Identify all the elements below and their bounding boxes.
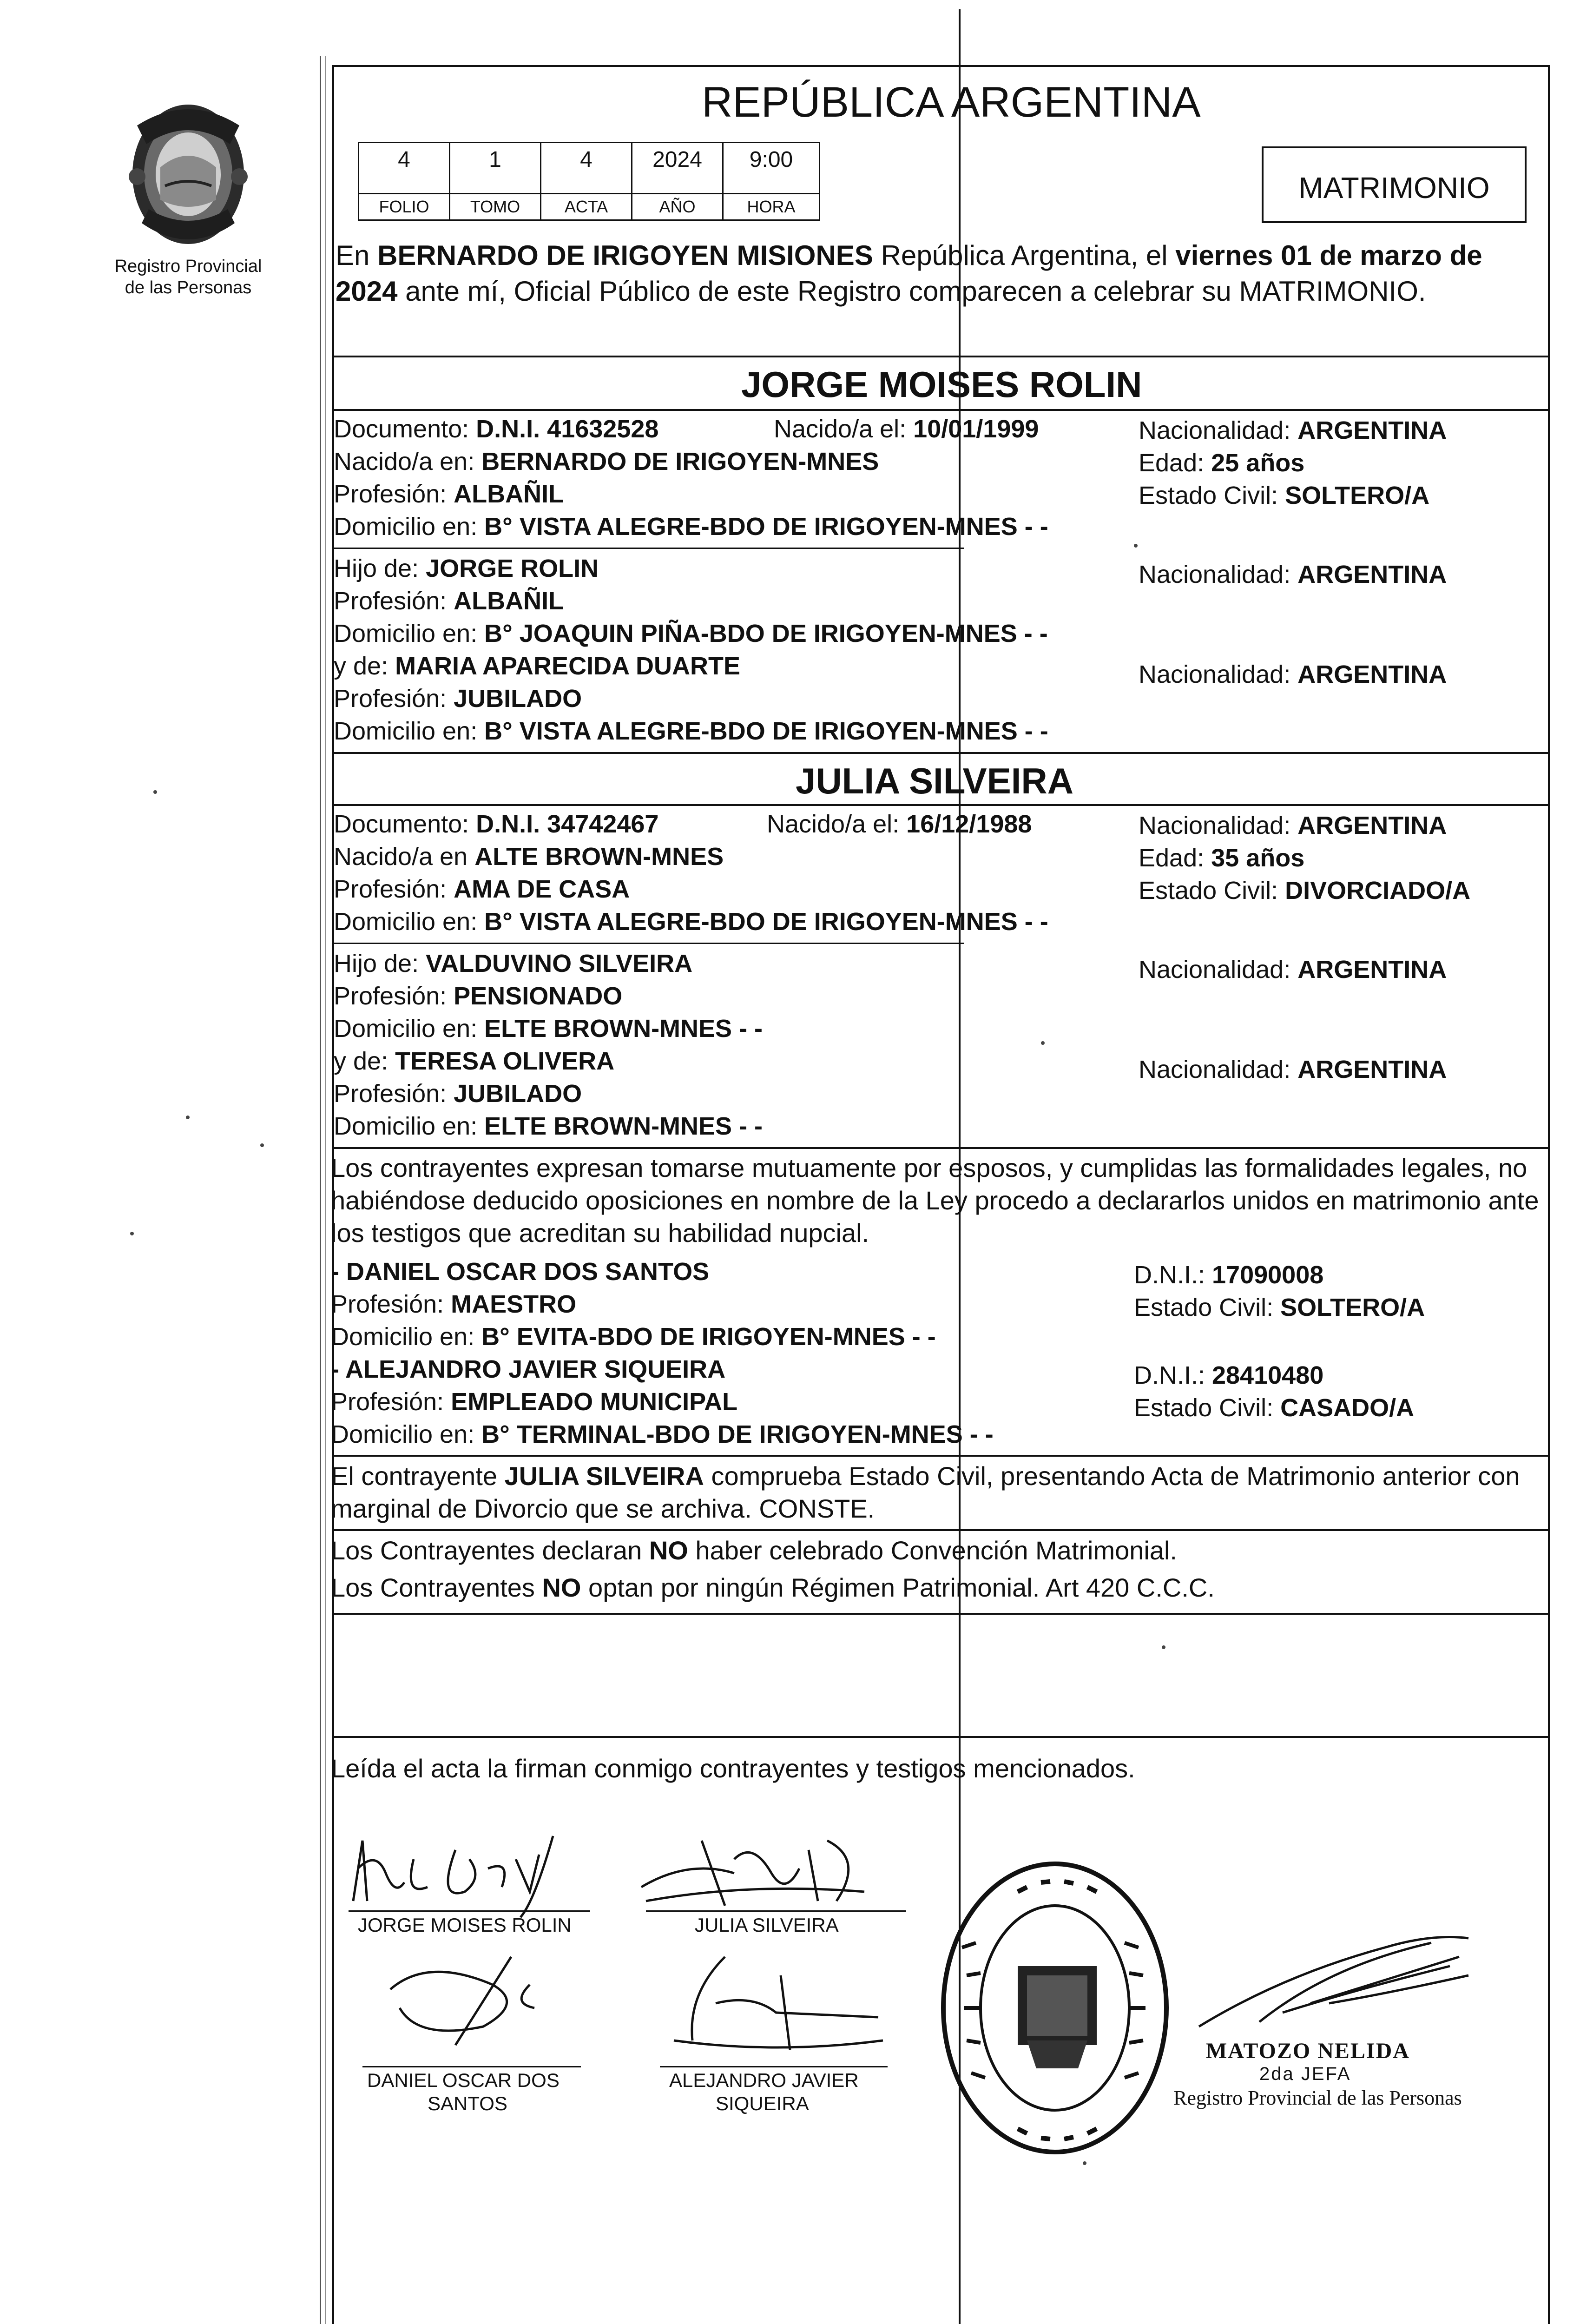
- acta-cell: [540, 142, 632, 221]
- groom-mother-nationality: [1139, 660, 1447, 689]
- bride-mother-prof-value: JUBILADO: [454, 1080, 582, 1108]
- divider-bride-parents: [332, 943, 964, 944]
- acta-value: 4: [580, 147, 592, 172]
- tomo-value: 1: [489, 147, 501, 172]
- groom-father-prof-value: ALBAÑIL: [454, 587, 564, 615]
- groom-birthplace-label: Nacido/a en:: [334, 448, 482, 475]
- groom-mother: [334, 652, 740, 680]
- groom-doc-label: Documento:: [334, 415, 476, 443]
- official-office: Registro Provincial de las Personas: [1173, 2086, 1462, 2109]
- divider-bride: [332, 804, 1550, 806]
- groom-signature-line: [349, 1910, 590, 1912]
- bride-doc-value: D.N.I. 34742467: [476, 810, 659, 838]
- bride-mother-address: [334, 1112, 763, 1141]
- bride-civil-status: [1139, 876, 1470, 905]
- bride-name: JULIA SILVEIRA: [796, 760, 1074, 801]
- groom-age-value: 25 años: [1211, 449, 1305, 477]
- tomo-cell: [449, 142, 541, 221]
- witness-2-civil-label: Estado Civil:: [1134, 1394, 1281, 1422]
- bride-nat-value: ARGENTINA: [1297, 812, 1447, 839]
- convention-rest: haber celebrado Convención Matrimonial.: [688, 1536, 1177, 1565]
- groom-born-label: Nacido/a el:: [774, 415, 914, 443]
- groom-civil-label: Estado Civil:: [1139, 482, 1285, 509]
- witness-1-name: - DANIEL OSCAR DOS SANTOS: [331, 1258, 710, 1286]
- divider-blank: [332, 1736, 1550, 1738]
- groom-father-nat-value: ARGENTINA: [1297, 561, 1447, 588]
- groom-father-nationality: [1139, 560, 1447, 589]
- official-signature: [1190, 1920, 1478, 2040]
- bride-mother-nat-value: ARGENTINA: [1297, 1056, 1447, 1083]
- bride-mother-addr-value: ELTE BROWN-MNES - -: [484, 1112, 763, 1140]
- witness-1-signature-line: [362, 2066, 581, 2067]
- bride-addr-label: Domicilio en:: [334, 908, 485, 936]
- groom-born-value: 10/01/1999: [913, 415, 1039, 443]
- regime-note: [331, 1572, 1215, 1603]
- bride-father-profession: [334, 982, 622, 1010]
- groom-father-label: Hijo de:: [334, 555, 426, 582]
- witness-2-civil-status: [1134, 1393, 1414, 1422]
- closing-statement: Leída el acta la firman conmigo contrayentes y testigos mencionados.: [331, 1754, 1135, 1783]
- declaration-line-2: habiéndose deducido oposiciones en nombre de la Ley procedo a declararlos unidos en matrimonio ante: [331, 1186, 1539, 1215]
- year-label: AÑO: [632, 193, 722, 219]
- official-role: 2da JEFA: [1259, 2064, 1351, 2084]
- groom-civil-status: [1139, 481, 1429, 510]
- witness-1-addr-value: B° EVITA-BDO DE IRIGOYEN-MNES - -: [481, 1323, 936, 1351]
- bride-mother-profession: [334, 1079, 582, 1108]
- bride-mother-nationality: [1139, 1055, 1447, 1084]
- folio-value: 4: [398, 147, 410, 172]
- witness-2-address: [331, 1420, 994, 1449]
- bride-father-value: VALDUVINO SILVEIRA: [426, 950, 693, 977]
- intro-country: República Argentina, el: [873, 240, 1176, 271]
- bride-age-value: 35 años: [1211, 844, 1305, 872]
- bride-signature-line: [646, 1910, 906, 1912]
- bride-prof-label: Profesión:: [334, 875, 454, 903]
- intro-date: viernes 01 de marzo de: [1175, 240, 1482, 271]
- bride-civil-label: Estado Civil:: [1139, 877, 1285, 905]
- bride-birthplace-label: Nacido/a en: [334, 843, 475, 871]
- bride-address: [334, 907, 1048, 936]
- groom-birthplace-value: BERNARDO DE IRIGOYEN-MNES: [481, 448, 879, 475]
- groom-mother-nat-value: ARGENTINA: [1297, 660, 1447, 688]
- bride-father: [334, 949, 692, 978]
- groom-mother-label: y de:: [334, 652, 395, 680]
- bride-signature-label: JULIA SILVEIRA: [695, 1914, 839, 1936]
- witness-2-prof-label: Profesión:: [331, 1388, 451, 1416]
- groom-father-address: [334, 619, 1048, 648]
- bride-age: [1139, 844, 1304, 872]
- bride-birthplace-value: ALTE BROWN-MNES: [474, 843, 724, 871]
- intro-year: 2024: [336, 276, 398, 307]
- hour-value: 9:00: [749, 147, 793, 172]
- witness-1-prof-label: Profesión:: [331, 1290, 451, 1318]
- witness-1-dni-label: D.N.I.:: [1134, 1261, 1212, 1289]
- bride-born-value: 16/12/1988: [906, 810, 1032, 838]
- intro-place: BERNARDO DE IRIGOYEN MISIONES: [377, 240, 873, 271]
- bride-father-label: Hijo de:: [334, 950, 426, 977]
- witness-1-address: [331, 1322, 936, 1351]
- groom-father-value: JORGE ROLIN: [426, 555, 599, 582]
- registry-logo-label: Registro Provincial de las Personas: [114, 257, 262, 297]
- witness-1-dni: [1134, 1261, 1323, 1289]
- divider-regime: [332, 1613, 1550, 1615]
- bride-father-addr-value: ELTE BROWN-MNES - -: [484, 1015, 763, 1043]
- bride-father-address: [334, 1014, 763, 1043]
- witness-1-civil-status: [1134, 1293, 1425, 1322]
- bride-born-label: Nacido/a el:: [767, 810, 907, 838]
- year-cell: [631, 142, 724, 221]
- bride-mother-addr-label: Domicilio en:: [334, 1112, 485, 1140]
- divider-groom: [332, 409, 1550, 411]
- regime-no: NO: [542, 1573, 581, 1602]
- groom-father-addr-label: Domicilio en:: [334, 620, 485, 647]
- official-seal-icon: [934, 1855, 1176, 2161]
- witness-2-profession: [331, 1387, 737, 1416]
- regime-prefix: Los Contrayentes: [331, 1573, 542, 1602]
- bride-father-prof-label: Profesión:: [334, 982, 454, 1010]
- regime-rest: optan por ningún Régimen Patrimonial. Art 420 C.C.C.: [581, 1573, 1215, 1602]
- acta-label: ACTA: [541, 193, 631, 219]
- folio-cell: [358, 142, 450, 221]
- bride-father-nat-value: ARGENTINA: [1297, 956, 1447, 984]
- witness-2-addr-value: B° TERMINAL-BDO DE IRIGOYEN-MNES - -: [481, 1420, 994, 1448]
- bride-mother-nat-label: Nacionalidad:: [1139, 1056, 1298, 1083]
- groom-mother-addr-value: B° VISTA ALEGRE-BDO DE IRIGOYEN-MNES - -: [484, 717, 1048, 745]
- witness-2-signature-label-2: SIQUEIRA: [716, 2093, 809, 2114]
- intro-rest: ante mí, Oficial Público de este Registro comparecen a celebrar su MATRIMONIO.: [397, 276, 1426, 307]
- official-name: MATOZO NELIDA: [1206, 2039, 1410, 2063]
- groom-father-profession: [334, 587, 564, 615]
- groom-doc-value: D.N.I. 41632528: [476, 415, 659, 443]
- groom-father-addr-value: B° JOAQUIN PIÑA-BDO DE IRIGOYEN-MNES - -: [484, 620, 1048, 647]
- groom-civil-value: SOLTERO/A: [1285, 482, 1430, 509]
- divider-witness-end: [332, 1455, 1550, 1457]
- witness-1-prof-value: MAESTRO: [451, 1290, 577, 1318]
- groom-age: [1139, 449, 1304, 477]
- bride-mother-value: TERESA OLIVERA: [395, 1047, 615, 1075]
- convention-no: NO: [649, 1536, 688, 1565]
- intro-prefix: En: [336, 240, 378, 271]
- witness-2-civil-value: CASADO/A: [1280, 1394, 1415, 1422]
- document-title: REPÚBLICA ARGENTINA: [702, 79, 1201, 126]
- year-value: 2024: [652, 147, 702, 172]
- bride-mother: [334, 1047, 614, 1076]
- convention-note: [331, 1535, 1177, 1565]
- provincial-emblem-icon: [109, 93, 267, 251]
- groom-signature: [335, 1831, 576, 1920]
- groom-father-prof-label: Profesión:: [334, 587, 454, 615]
- groom-prof-label: Profesión:: [334, 480, 454, 508]
- act-reference-table: [358, 142, 820, 221]
- groom-mother-addr-label: Domicilio en:: [334, 717, 485, 745]
- groom-mother-prof-value: JUBILADO: [454, 685, 582, 713]
- groom-addr-value: B° VISTA ALEGRE-BDO DE IRIGOYEN-MNES - -: [484, 513, 1048, 541]
- groom-nationality: [1139, 416, 1447, 445]
- witness-1-civil-value: SOLTERO/A: [1280, 1294, 1425, 1321]
- bride-signature: [632, 1831, 874, 1915]
- bride-born: [767, 810, 1032, 838]
- declaration-line-1: Los contrayentes expresan tomarse mutuamente por esposos, y cumplidas las formalidades legales, no: [331, 1153, 1527, 1182]
- witness-2-signature-line: [660, 2066, 888, 2067]
- groom-mother-value: MARIA APARECIDA DUARTE: [395, 652, 741, 680]
- witness-2-signature: [660, 1948, 902, 2059]
- groom-mother-profession: [334, 684, 582, 713]
- bride-civil-value: DIVORCIADO/A: [1285, 877, 1471, 905]
- groom-mother-prof-label: Profesión:: [334, 685, 454, 713]
- bride-profession: [334, 875, 630, 904]
- groom-doc: [334, 415, 658, 443]
- groom-mother-address: [334, 717, 1048, 746]
- groom-nat-value: ARGENTINA: [1297, 416, 1447, 444]
- bride-mother-prof-label: Profesión:: [334, 1080, 454, 1108]
- hour-cell: [722, 142, 820, 221]
- bride-nat-label: Nacionalidad:: [1139, 812, 1298, 839]
- divider-notes: [332, 1529, 1550, 1531]
- witness-1-civil-label: Estado Civil:: [1134, 1294, 1281, 1321]
- divorce-note-rest: comprueba Estado Civil, presentando Acta de Matrimonio anterior con: [704, 1461, 1520, 1491]
- convention-prefix: Los Contrayentes declaran: [331, 1536, 649, 1565]
- hour-label: HORA: [724, 193, 819, 219]
- groom-father-nat-label: Nacionalidad:: [1139, 561, 1298, 588]
- groom-birthplace: [334, 447, 879, 476]
- bride-doc-label: Documento:: [334, 810, 476, 838]
- intro-line-1: [336, 239, 1482, 271]
- act-type-label: MATRIMONIO: [1298, 171, 1490, 205]
- groom-age-label: Edad:: [1139, 449, 1211, 477]
- divorce-note-line-2: marginal de Divorcio que se archiva. CONSTE.: [331, 1494, 875, 1523]
- bride-age-label: Edad:: [1139, 844, 1211, 872]
- bride-mother-label: y de:: [334, 1047, 395, 1075]
- act-type-box: [1262, 146, 1527, 223]
- witness-1-signature-label-1: DANIEL OSCAR DOS: [367, 2069, 560, 2091]
- bride-father-addr-label: Domicilio en:: [334, 1015, 485, 1043]
- divorce-note-prefix: El contrayente: [331, 1461, 505, 1491]
- groom-nat-label: Nacionalidad:: [1139, 416, 1298, 444]
- groom-father: [334, 554, 599, 583]
- groom-addr-label: Domicilio en:: [334, 513, 485, 541]
- groom-address: [334, 512, 1048, 541]
- groom-signature-label: JORGE MOISES ROLIN: [358, 1914, 572, 1936]
- declaration-line-3: los testigos que acreditan su habilidad nupcial.: [331, 1218, 869, 1248]
- divider-groom-end: [332, 752, 1550, 754]
- bride-father-nationality: [1139, 955, 1447, 984]
- witness-1-signature: [372, 1948, 586, 2050]
- groom-born: [774, 415, 1039, 443]
- divider-bride-end: [332, 1147, 1550, 1149]
- tomo-label: TOMO: [450, 193, 540, 219]
- bride-prof-value: AMA DE CASA: [454, 875, 630, 903]
- bride-birthplace: [334, 842, 724, 871]
- groom-mother-nat-label: Nacionalidad:: [1139, 660, 1298, 688]
- witness-1-dni-value: 17090008: [1212, 1261, 1324, 1289]
- witness-2-prof-value: EMPLEADO MUNICIPAL: [451, 1388, 738, 1416]
- bride-nationality: [1139, 811, 1447, 840]
- registry-logo: [109, 93, 267, 297]
- witness-2-dni-label: D.N.I.:: [1134, 1361, 1212, 1389]
- witness-2-dni: [1134, 1361, 1323, 1390]
- witness-1-addr-label: Domicilio en:: [331, 1323, 482, 1351]
- folio-label: FOLIO: [359, 193, 449, 219]
- bride-father-nat-label: Nacionalidad:: [1139, 956, 1298, 984]
- witness-1-profession: [331, 1290, 576, 1319]
- divorce-note-line-1: [331, 1461, 1520, 1491]
- witness-2-dni-value: 28410480: [1212, 1361, 1324, 1389]
- groom-prof-value: ALBAÑIL: [454, 480, 564, 508]
- groom-profession: [334, 480, 564, 508]
- bride-father-prof-value: PENSIONADO: [454, 982, 623, 1010]
- bride-addr-value: B° VISTA ALEGRE-BDO DE IRIGOYEN-MNES - -: [484, 908, 1048, 936]
- witness-2-name: - ALEJANDRO JAVIER SIQUEIRA: [331, 1355, 726, 1383]
- groom-name: JORGE MOISES ROLIN: [741, 364, 1142, 405]
- divider-groom-parents: [332, 548, 964, 549]
- witness-2-signature-label-1: ALEJANDRO JAVIER: [669, 2069, 859, 2091]
- bride-doc: [334, 810, 658, 838]
- witness-1-signature-label-2: SANTOS: [428, 2093, 507, 2114]
- witness-2-addr-label: Domicilio en:: [331, 1420, 482, 1448]
- divorce-note-name: JULIA SILVEIRA: [504, 1461, 704, 1491]
- divider-header: [332, 356, 1550, 357]
- intro-line-2: [336, 275, 1426, 307]
